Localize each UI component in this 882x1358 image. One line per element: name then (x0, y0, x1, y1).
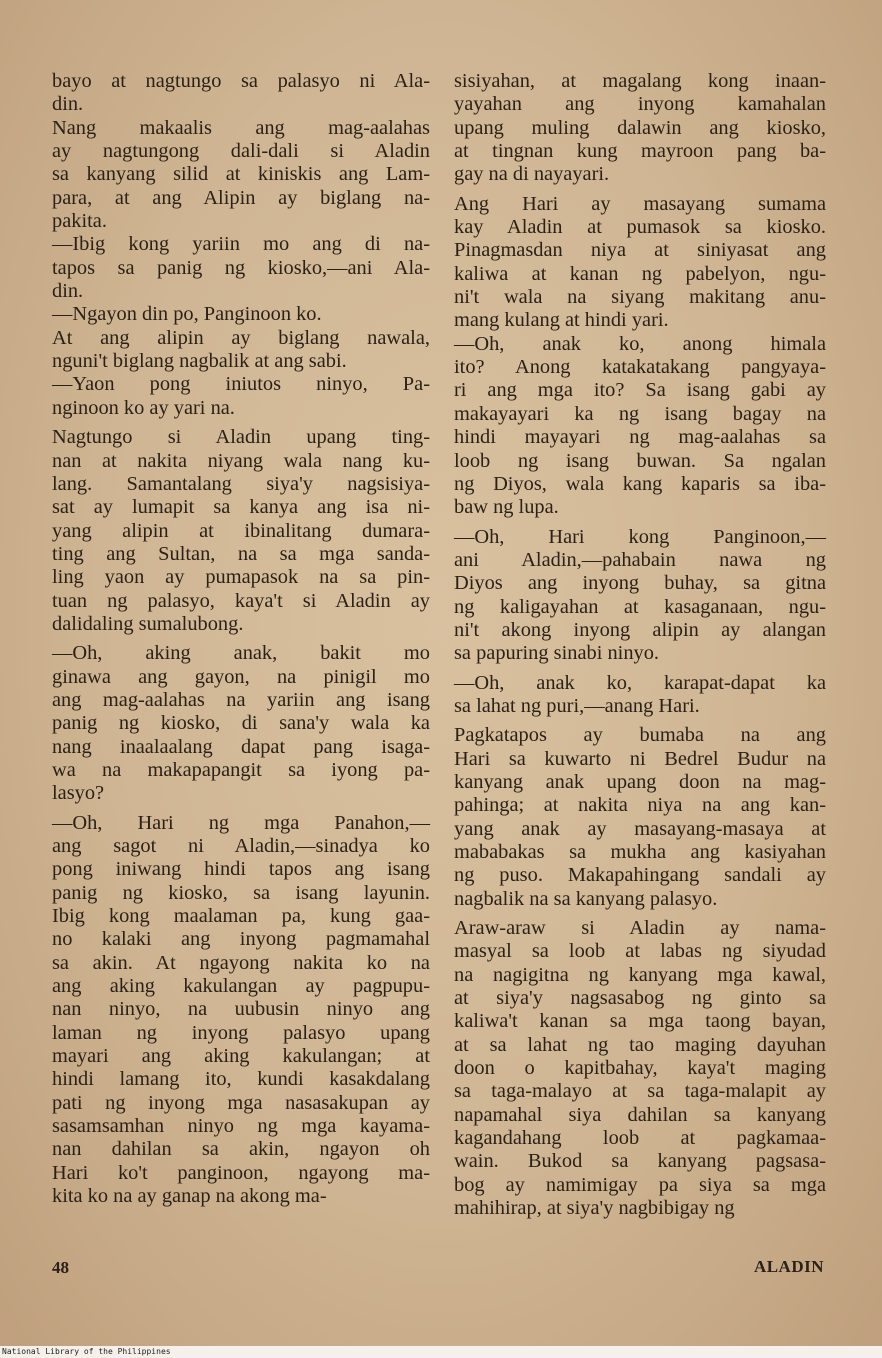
text-line: panig ng kiosko, di sana'y wala ka (52, 712, 430, 735)
text-line: ni't akong inyong alipin ay alangan (454, 618, 826, 641)
text-line: kanyang anak upang doon na mag- (454, 770, 826, 793)
text-line: lasyo? (52, 782, 105, 805)
text-line: yang anak ay masayang-masaya at (454, 817, 826, 840)
text-line: hindi lamang ito, kundi kasakdalang (52, 1068, 430, 1091)
text-line: upang muling dalawin ang kiosko, (454, 116, 826, 139)
text-line: pati ng inyong mga nasasakupan ay (52, 1091, 430, 1114)
text-line: laman ng inyong palasyo upang (52, 1021, 430, 1044)
text-line: sa papuring sinabi ninyo. (454, 642, 660, 665)
text-line: ito? Anong katakatakang pangyaya- (454, 356, 826, 379)
text-line: —Yaon pong iniutos ninyo, Pa- (52, 373, 430, 396)
text-line: gay na di nayayari. (454, 163, 610, 186)
text-line: —Oh, anak ko, karapat-dapat ka (454, 671, 826, 694)
text-line: na nagigitna ng kanyang mga kawal, (454, 963, 826, 986)
text-line: —Oh, aking anak, bakit mo (52, 642, 430, 665)
text-line: pong iniwang hindi tapos ang isang (52, 858, 430, 881)
text-line: mababakas sa mukha ang kasiyahan (454, 841, 826, 863)
library-credit: National Library of the Philippines (0, 1346, 882, 1358)
right-text-column (454, 70, 826, 1221)
text-line: kita ko na ay ganap na akong ma- (52, 1185, 327, 1208)
text-line: wain. Bukod sa kanyang pagsasa- (454, 1150, 826, 1173)
text-line: ng puso. Makapahingang sandali ay (454, 864, 826, 887)
text-line: ani Aladin,—pahabain nawa ng (454, 548, 826, 571)
text-line: kagandahang loob at pagkamaa- (454, 1127, 826, 1150)
text-line: Nang makaalis ang mag-aalahas (52, 116, 430, 139)
page-number: 48 (52, 1258, 69, 1277)
text-line: nang inaalaalang dapat pang isaga- (52, 735, 430, 758)
text-line: mayari ang aking kakulangan; at (52, 1045, 430, 1068)
text-line: nginoon ko ay yari na. (52, 396, 235, 419)
text-line: bayo at nagtungo sa palasyo ni Ala- (52, 70, 430, 92)
text-line: pakita. (52, 210, 107, 233)
text-line: no kalaki ang inyong pagmamahal (52, 928, 430, 951)
text-line: bog ay namimigay pa siya sa mga (454, 1173, 826, 1196)
text-line: tuan ng palasyo, kaya't si Aladin ay (52, 589, 430, 612)
text-line: Diyos ang inyong buhay, sa gitna (454, 572, 826, 595)
text-line: Ibig kong maalaman pa, kung gaa- (52, 905, 430, 928)
text-line: nguni't biglang nagbalik at ang sabi. (52, 350, 347, 373)
text-line: sisiyahan, at magalang kong inaan- (454, 70, 826, 92)
text-line: ay nagtungong dali-dali si Aladin (52, 140, 430, 163)
text-line: At ang alipin ay biglang nawala, (52, 326, 430, 349)
text-line: nagbalik na sa kanyang palasyo. (454, 887, 718, 910)
text-line: Ang Hari ay masayang sumama (454, 192, 826, 215)
text-line: tapos sa panig ng kiosko,—ani Ala- (52, 256, 430, 279)
text-line: panig ng kiosko, sa isang layunin. (52, 881, 430, 904)
text-line: ting ang Sultan, na sa mga sanda- (52, 542, 430, 565)
text-line: sa akin. At ngayong nakita ko na (52, 951, 430, 974)
text-line: at tingnan kung mayroon pang ba- (454, 140, 826, 163)
text-line: mahihirap, at siya'y nagbibigay ng (454, 1197, 735, 1220)
text-line: —Oh, Hari ng mga Panahon,— (52, 811, 430, 834)
text-line: sat ay lumapit sa kanya ang isa ni- (52, 496, 430, 519)
text-line: Hari ko't panginoon, ngayong ma- (52, 1161, 430, 1184)
text-line: ni't wala na siyang makitang anu- (454, 286, 826, 309)
text-line: ginawa ang gayon, na pinigil mo (52, 665, 430, 688)
text-line: Araw-araw si Aladin ay nama- (454, 917, 826, 940)
text-line: —Ibig kong yariin mo ang di na- (52, 233, 430, 256)
text-line: din. (52, 93, 84, 116)
text-line: pahinga; at nakita niya na ang kan- (454, 794, 826, 817)
text-line: sa kanyang silid at kiniskis ang Lam- (52, 163, 430, 186)
left-text-column (52, 70, 430, 1209)
text-line: ri ang mga ito? Sa isang gabi ay (454, 379, 826, 402)
text-line: kaliwa at kanan ng pabelyon, ngu- (454, 262, 826, 285)
text-line: nan ninyo, na uubusin ninyo ang (52, 998, 430, 1021)
text-line: ng Diyos, wala kang kaparis sa iba- (454, 472, 826, 495)
text-line: —Oh, Hari kong Panginoon,— (454, 525, 826, 548)
running-title: ALADIN (753, 1257, 824, 1276)
text-line: at siya'y nagsasabog ng ginto sa (454, 987, 826, 1010)
text-line: para, at ang Alipin ay biglang na- (52, 186, 430, 209)
text-line: nan at nakita niyang wala nang ku- (52, 449, 430, 472)
text-line: ling yaon ay pumapasok na sa pin- (52, 566, 430, 589)
text-line: Nagtungo si Aladin upang ting- (52, 426, 430, 449)
text-line: yang alipin at ibinalitang dumara- (52, 519, 430, 542)
text-line: sa taga-malayo at sa taga-malapit ay (454, 1080, 826, 1103)
text-line: ang aking kakulangan ay pagpupu- (52, 975, 430, 998)
text-line: at sa lahat ng tao maging dayuhan (454, 1033, 826, 1056)
text-line: dalidaling sumalubong. (52, 612, 244, 635)
text-line: wa na makapapangit sa iyong pa- (52, 758, 430, 781)
text-line: sasamsamhan ninyo ng mga kayama- (52, 1115, 430, 1138)
text-line: napamahal siya dahilan sa kanyang (454, 1103, 826, 1126)
text-line: hindi mayayari ng mag-aalahas sa (454, 426, 826, 449)
text-line: ng kaligayahan at kasaganaan, ngu- (454, 595, 826, 618)
text-line: Pinagmasdan niya at siniyasat ang (454, 239, 826, 262)
text-line: Pagkatapos ay bumaba na ang (454, 724, 826, 747)
text-line: doon o kapitbahay, kaya't maging (454, 1057, 826, 1080)
text-line: ang mag-aalahas na yariin ang isang (52, 688, 430, 711)
text-line: loob ng isang buwan. Sa ngalan (454, 449, 826, 472)
text-line: baw ng lupa. (454, 496, 559, 519)
text-line: —Ngayon din po, Panginoon ko. (52, 303, 322, 326)
text-line: ang sagot ni Aladin,—sinadya ko (52, 835, 430, 857)
text-line: Hari sa kuwarto ni Bedrel Budur na (454, 747, 826, 770)
text-line: masyal sa loob at labas ng siyudad (454, 940, 826, 963)
text-line: sa lahat ng puri,—anang Hari. (454, 694, 700, 717)
text-line: yayahan ang inyong kamahalan (454, 93, 826, 116)
text-line: lang. Samantalang siya'y nagsisiya- (52, 472, 430, 495)
text-line: nan dahilan sa akin, ngayon oh (52, 1138, 430, 1161)
text-line: kay Aladin at pumasok sa kiosko. (454, 216, 826, 239)
text-line: kaliwa't kanan sa mga taong bayan, (454, 1010, 826, 1033)
text-line: din. (52, 280, 84, 303)
text-line: —Oh, anak ko, anong himala (454, 332, 826, 355)
text-line: makayayari ka ng isang bagay na (454, 402, 826, 425)
text-line: mang kulang at hindi yari. (454, 309, 669, 332)
